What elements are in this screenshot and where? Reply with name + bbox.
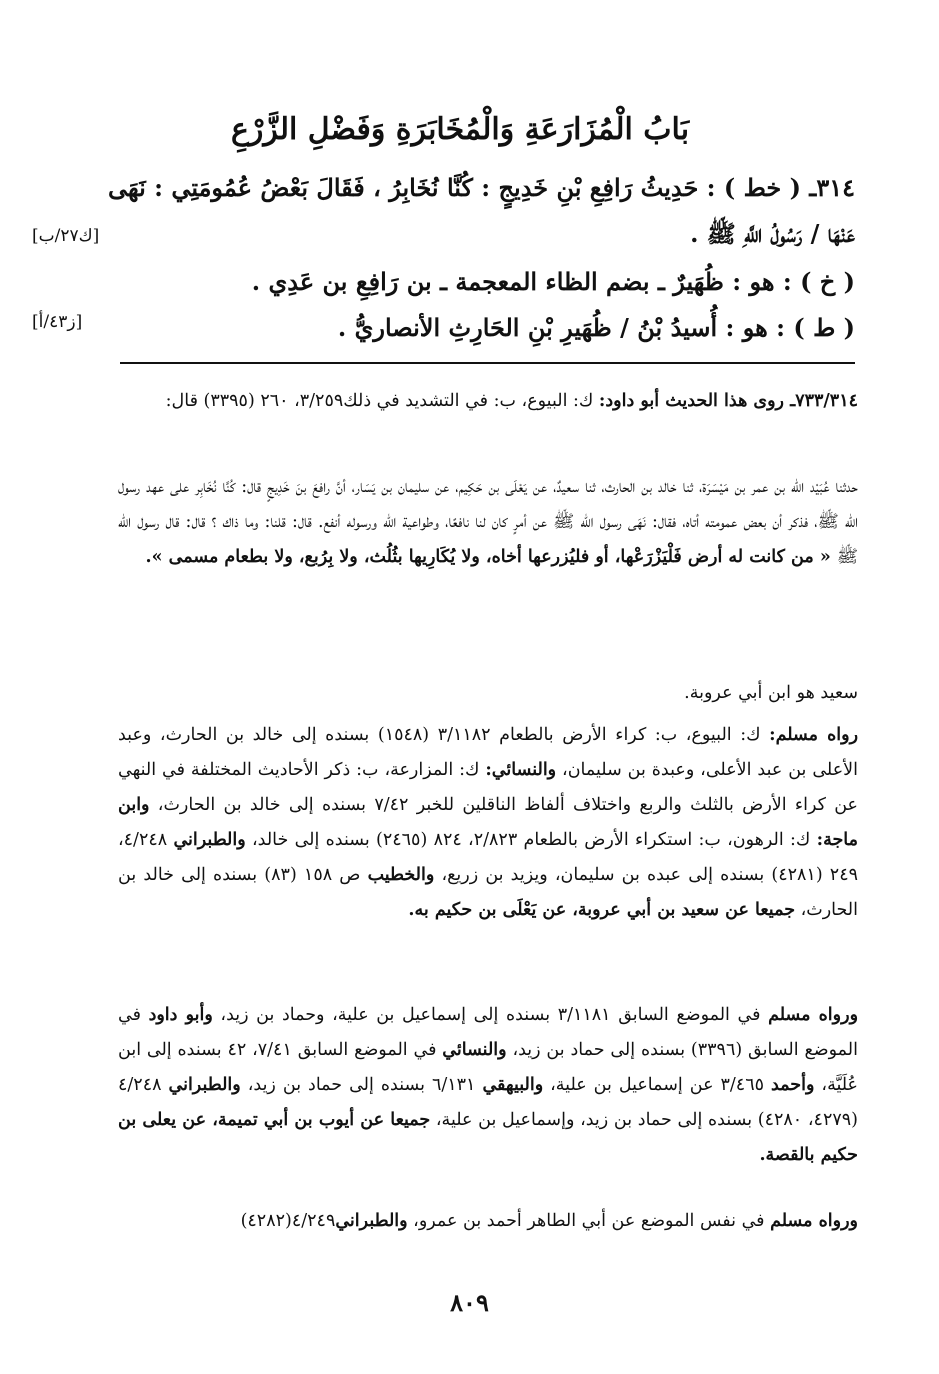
source-name: والطبراني: [173, 830, 246, 850]
footnote-paragraph-4: [118, 718, 858, 928]
margin-reference: [ك٢٧/ب]: [32, 226, 100, 246]
source-name: والبيهقي: [482, 1075, 544, 1095]
text-span: ك: المزارعة، ب: ذكر الأحاديث المختلفة في النهي عن كراء الأرض بالثلث والربع واختلاف ألفاظ الناقلين للخبر ٧/٤٢ بسنده إلى خالد بن الحارث،: [118, 760, 859, 815]
text-span: ٤/٢٤٨، ٢٤٩ (٤٢٨١) بسنده إلى عبده بن سليمان، ويزيد بن زريع،: [118, 830, 858, 885]
footnote-number: ٧٣٣/٣١٤ـ روى هذا الحديث أبو داود:: [598, 391, 858, 411]
source-name: وأبو داود: [148, 1005, 213, 1025]
source-name: ورواه مسلم: [770, 1211, 858, 1231]
margin-reference: [ز٤٣/أ]: [32, 312, 83, 332]
source-name: رواه مسلم:: [769, 725, 859, 745]
source-name: ورواه مسلم: [768, 1005, 859, 1025]
text-span: ك: الرهون، ب: استكراء الأرض بالطعام ٢/٨٢٣، ٨٢٤ (٢٤٦٥) بسنده إلى خالد،: [245, 830, 817, 850]
text-span: في نفس الموضع عن أبي الطاهر أحمد بن عمرو،: [407, 1211, 771, 1231]
text-span: حدثنا عُبَيْد الله بن عمر بن مَيْسَرَة، ثنا خالد بن الحارث، ثنا سعيدٌ، عن يَعْلَى بن حَكِيم، عن سليمان بن يَسَار، أنَّ رافعَ بنَ خَدِيجٍ قال: كُنَّا نُخَابِر على عهد رسول الله ﷺ، فذكر أن بعض عمومته أتاه، فقال: نَهَى رسول الله ﷺ عن أمرٍ كان لنا نافعًا، وطواعية الله ورسوله أنفع. قال: قلنا: وما ذاك ؟ قال: قال رسول الله ﷺ: [118, 477, 858, 567]
source-name: وأحمد: [771, 1075, 815, 1095]
page-number: ٨٠٩: [450, 1288, 489, 1317]
text-span: في الموضع السابق ٧/٤١، ٤٢ بسنده إلى ابن عُلَيَّة،: [118, 1040, 858, 1095]
text-span: ك: البيوع، ب: كراء الأرض بالطعام ٣/١١٨٢ (١٥٤٨) بسنده إلى خالد بن الحارث، وعبد الأعلى بن عبد الأعلى، وعبدة بن سليمان،: [118, 725, 858, 780]
source-name: والطبراني: [168, 1075, 241, 1095]
text-span: ٣/٤٦٥ عن إسماعيل بن علية،: [543, 1075, 771, 1095]
source-name: والنسائي: [442, 1040, 507, 1060]
footnote-separator: [120, 362, 855, 364]
text-span: في الموضع السابق ٣/١١٨١ بسنده إلى إسماعيل بن علية، وحماد بن زيد،: [212, 1005, 769, 1025]
footnote-paragraph-1: [118, 384, 858, 419]
footnote-paragraph-3: سعيد هو ابن أبي عروبة.: [684, 683, 858, 703]
chapter-title: بَابُ الْمُزَارَعَةِ وَالْمُخَابَرَةِ وَفَضْلِ الزَّرْعِ: [230, 112, 690, 147]
entry-line-3: ( خ ) : هو : ظُهَيرٌ ـ بضم الظاء المعجمة ـ بن رَافِعِ بن عَدِي .: [251, 267, 855, 296]
entry-line-2: عَنْهَا / رَسُولُ اللَّهِ ﷺ .: [690, 219, 855, 248]
source-name: وابن ماجة:: [118, 795, 859, 850]
text-span: ص ١٥٨ (٨٣) بسنده إلى خالد بن الحارث،: [118, 865, 858, 920]
text-span: ٤/٢٤٩(٤٢٨٢): [240, 1211, 336, 1231]
conclusion-text: جميعا عن أيوب بن أبي تميمة، عن يعلى بن حكيم بالقصة.: [118, 1110, 858, 1165]
footnote-paragraph-2: [118, 470, 858, 575]
footnote-paragraph-6: [118, 1204, 858, 1239]
text-span: ٤/٢٤٨ (٤٢٧٩، ٤٢٨٠) بسنده إلى حماد بن زيد، وإسماعيل بن علية،: [118, 1075, 858, 1130]
text-span: في الموضع السابق (٣٣٩٦) بسنده إلى حماد بن زيد،: [118, 1005, 858, 1060]
text-span: ك: البيوع، ب: في التشديد في ذلك٣/٢٥٩، ٢٦٠ (٣٣٩٥) قال:: [165, 391, 599, 411]
source-name: والخطيب: [367, 865, 435, 885]
hadith-text: « من كانت له أرض فَلْيَزْرَعْها، أو فليُزرعها أخاه، ولا يُكَارِيها بثُلُث، ولا بِرُبع، ولا بطعام مسمى ».: [145, 547, 837, 567]
entry-line-4: ( ط ) : هو : أُسيدُ بْنُ / ظُهَيرِ بْنِ الحَارِثِ الأنصاريُّ .: [337, 313, 855, 342]
text-span: ٦/١٣١ بسنده إلى حماد بن زيد،: [240, 1075, 483, 1095]
footnote-paragraph-5: [118, 998, 858, 1173]
source-name: والطبراني: [335, 1211, 408, 1231]
entry-line-1: ٣١٤ـ ( خط ) : حَدِيثُ رَافِعِ بْنِ خَدِيجٍ : كُنَّا نُخَابِرُ ، فَقَالَ بَعْضُ عُمُومَتِي : نَهَى: [108, 173, 855, 202]
source-name: والنسائي:: [485, 760, 557, 780]
conclusion-text: جميعا عن سعيد بن أبي عروبة، عن يَعْلَى بن حكيم به.: [408, 900, 796, 920]
